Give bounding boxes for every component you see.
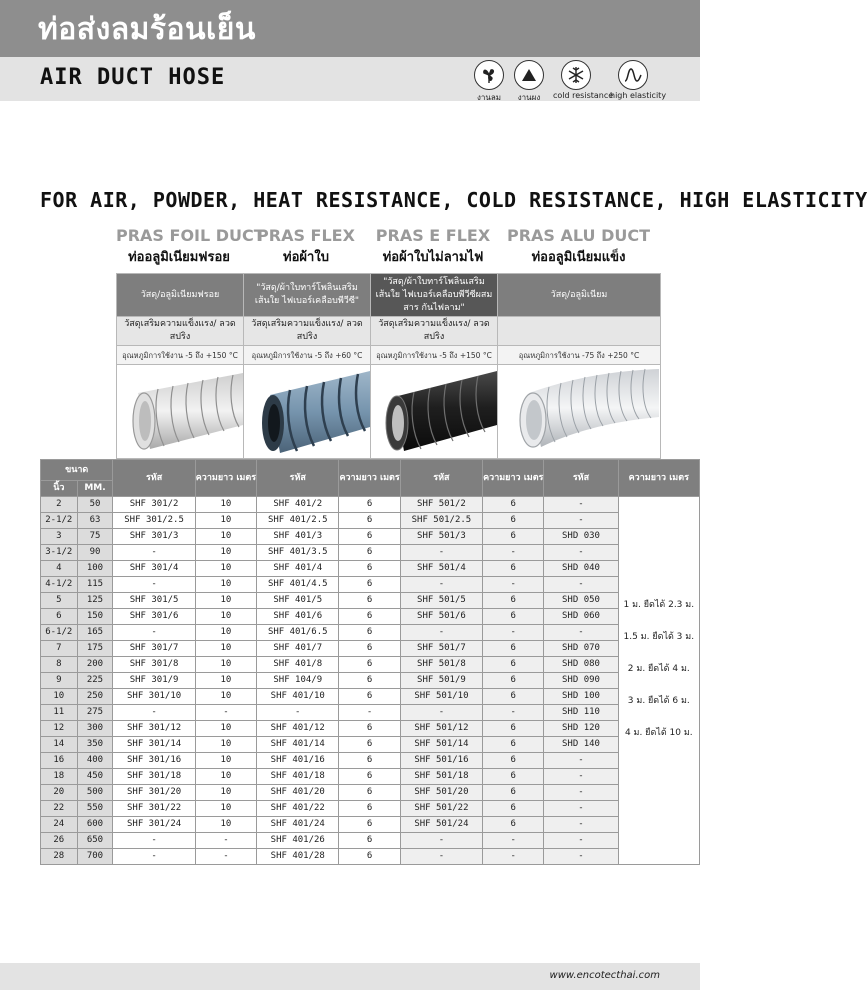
table-row bbox=[41, 769, 700, 785]
footer bbox=[0, 963, 700, 990]
feature-label: high elasticity bbox=[610, 91, 667, 100]
code-cell: SHF 301/7 bbox=[113, 641, 195, 657]
code-cell: SHF 301/18 bbox=[113, 769, 195, 785]
length-cell: - bbox=[339, 705, 400, 721]
temperature-cell: อุณหภูมิการใช้งาน -5 ถึง +60 °C bbox=[244, 346, 371, 365]
length-cell: 6 bbox=[483, 673, 544, 689]
length-cell: 6 bbox=[483, 497, 544, 513]
length-cell: 10 bbox=[195, 801, 256, 817]
length-cell: - bbox=[483, 577, 544, 593]
size-cell: 450 bbox=[77, 769, 113, 785]
table-row bbox=[41, 577, 700, 593]
code-cell: - bbox=[257, 705, 339, 721]
code-cell: SHF 301/9 bbox=[113, 673, 195, 689]
code-cell: SHF 501/8 bbox=[400, 657, 482, 673]
code-cell: SHF 501/4 bbox=[400, 561, 482, 577]
product-heading-eflex bbox=[370, 226, 496, 267]
size-cell: 24 bbox=[41, 817, 78, 833]
length-cell: 6 bbox=[339, 657, 400, 673]
size-cell: 700 bbox=[77, 849, 113, 865]
spec-table bbox=[116, 273, 661, 459]
length-cell: 6 bbox=[339, 753, 400, 769]
table-row bbox=[41, 689, 700, 705]
size-cell: 4 bbox=[41, 561, 78, 577]
code-cell: SHF 301/4 bbox=[113, 561, 195, 577]
alu-length-option: 4 ม. ยืดได้ 10 ม. bbox=[624, 728, 693, 738]
code-cell: SHF 301/10 bbox=[113, 689, 195, 705]
size-cell: 125 bbox=[77, 593, 113, 609]
thai-title: ท่อส่งลมร้อนเย็น bbox=[38, 12, 256, 47]
website: www.encotecthai.com bbox=[549, 970, 660, 981]
code-cell: SHF 401/26 bbox=[257, 833, 339, 849]
english-title: AIR DUCT HOSE bbox=[40, 65, 226, 90]
size-header: ขนาด bbox=[41, 460, 113, 481]
code-cell: SHF 501/12 bbox=[400, 721, 482, 737]
alu-length-option: 1 ม. ยืดได้ 2.3 ม. bbox=[623, 600, 695, 610]
size-cell: 10 bbox=[41, 689, 78, 705]
code-cell: SHF 401/28 bbox=[257, 849, 339, 865]
powder-icon bbox=[514, 60, 544, 90]
code-cell: SHF 104/9 bbox=[257, 673, 339, 689]
length-cell: 10 bbox=[195, 689, 256, 705]
code-cell: SHF 301/20 bbox=[113, 785, 195, 801]
code-cell: SHF 401/8 bbox=[257, 657, 339, 673]
length-cell: 6 bbox=[339, 609, 400, 625]
inch-header: นิ้ว bbox=[41, 481, 78, 497]
temperature-cell: อุณหภูมิการใช้งาน -5 ถึง +150 °C bbox=[371, 346, 498, 365]
code-cell: SHF 301/2.5 bbox=[113, 513, 195, 529]
length-cell: 6 bbox=[483, 513, 544, 529]
product-heading-foil bbox=[116, 226, 265, 267]
alu-length-option: 2 ม. ยืดได้ 4 ม. bbox=[627, 664, 690, 674]
code-cell: SHF 401/4.5 bbox=[257, 577, 339, 593]
code-cell: SHF 301/14 bbox=[113, 737, 195, 753]
code-cell: SHF 401/12 bbox=[257, 721, 339, 737]
size-cell: 275 bbox=[77, 705, 113, 721]
length-cell: 6 bbox=[483, 753, 544, 769]
temperature-cell: อุณหภูมิการใช้งาน -5 ถึง +150 °C bbox=[117, 346, 244, 365]
code-cell: SHF 501/7 bbox=[400, 641, 482, 657]
size-cell: 50 bbox=[77, 497, 113, 513]
material-cell: วัสดุ/อลูมิเนียม bbox=[498, 274, 661, 317]
code-cell: SHF 401/10 bbox=[257, 689, 339, 705]
size-cell: 63 bbox=[77, 513, 113, 529]
size-cell: 600 bbox=[77, 817, 113, 833]
size-cell: 14 bbox=[41, 737, 78, 753]
code-cell: SHF 401/2.5 bbox=[257, 513, 339, 529]
code-cell: - bbox=[544, 753, 618, 769]
size-cell: 16 bbox=[41, 753, 78, 769]
size-cell: 165 bbox=[77, 625, 113, 641]
length-cell: 10 bbox=[195, 785, 256, 801]
size-cell: 11 bbox=[41, 705, 78, 721]
length-cell: 6 bbox=[339, 497, 400, 513]
length-cell: 10 bbox=[195, 641, 256, 657]
length-cell: 10 bbox=[195, 497, 256, 513]
feature-label: งานลม bbox=[476, 93, 502, 102]
length-cell: 10 bbox=[195, 673, 256, 689]
length-cell: 6 bbox=[339, 817, 400, 833]
size-cell: 75 bbox=[77, 529, 113, 545]
length-cell: 10 bbox=[195, 769, 256, 785]
feature-cold bbox=[553, 60, 614, 100]
material-cell: วัสดุ/อลูมิเนียมฟรอย bbox=[117, 274, 244, 317]
code-cell: SHF 301/2 bbox=[113, 497, 195, 513]
size-cell: 90 bbox=[77, 545, 113, 561]
code-cell: SHF 501/3 bbox=[400, 529, 482, 545]
length-cell: - bbox=[195, 833, 256, 849]
eflex-duct-image bbox=[371, 365, 498, 459]
code-header: รหัส bbox=[544, 460, 618, 497]
size-cell: 150 bbox=[77, 609, 113, 625]
code-cell: - bbox=[544, 785, 618, 801]
reinforcement-cell bbox=[498, 317, 661, 346]
table-row bbox=[41, 513, 700, 529]
table-row bbox=[41, 497, 700, 513]
code-cell: - bbox=[113, 849, 195, 865]
product-name: PRAS FOIL DUCT bbox=[116, 226, 265, 245]
length-cell: 6 bbox=[483, 641, 544, 657]
code-cell: SHF 301/5 bbox=[113, 593, 195, 609]
code-cell: SHF 301/3 bbox=[113, 529, 195, 545]
product-heading-alu bbox=[497, 226, 660, 267]
reinforcement-cell: วัสดุเสริมความแข็งแรง/ ลวดสปริง bbox=[117, 317, 244, 346]
length-cell: - bbox=[483, 705, 544, 721]
table-row bbox=[41, 609, 700, 625]
product-name: PRAS E FLEX bbox=[375, 226, 491, 245]
code-cell: SHD 110 bbox=[544, 705, 618, 721]
code-cell: SHF 501/18 bbox=[400, 769, 482, 785]
code-cell: SHF 501/14 bbox=[400, 737, 482, 753]
code-cell: SHF 501/6 bbox=[400, 609, 482, 625]
product-thai-name: ท่อผ้าใบไม่ลามไฟ bbox=[382, 250, 484, 265]
code-cell: SHF 501/22 bbox=[400, 801, 482, 817]
code-cell: - bbox=[113, 545, 195, 561]
code-cell: - bbox=[544, 497, 618, 513]
size-cell: 250 bbox=[77, 689, 113, 705]
table-row bbox=[41, 705, 700, 721]
code-cell: SHD 060 bbox=[544, 609, 618, 625]
size-cell: 9 bbox=[41, 673, 78, 689]
material-cell: "วัสดุ/ผ้าใบทาร์โพลินเสริมเส้นใย ไฟเบอร์เคลือบพีวีซีผสมสาร กันไฟลาม" bbox=[371, 274, 498, 317]
table-row bbox=[41, 721, 700, 737]
length-cell: 6 bbox=[339, 513, 400, 529]
size-cell: 28 bbox=[41, 849, 78, 865]
length-cell: 10 bbox=[195, 529, 256, 545]
code-cell: SHF 301/24 bbox=[113, 817, 195, 833]
reinforcement-cell: วัสดุเสริมความแข็งแรง/ ลวดสปริง bbox=[371, 317, 498, 346]
code-cell: - bbox=[400, 849, 482, 865]
code-cell: SHD 100 bbox=[544, 689, 618, 705]
length-cell: 6 bbox=[339, 593, 400, 609]
product-heading-flex bbox=[243, 226, 369, 267]
size-cell: 400 bbox=[77, 753, 113, 769]
table-row bbox=[41, 641, 700, 657]
code-cell: SHF 401/14 bbox=[257, 737, 339, 753]
size-cell: 7 bbox=[41, 641, 78, 657]
length-cell: 6 bbox=[339, 545, 400, 561]
size-cell: 350 bbox=[77, 737, 113, 753]
code-cell: SHF 401/6 bbox=[257, 609, 339, 625]
size-cell: 200 bbox=[77, 657, 113, 673]
size-cell: 18 bbox=[41, 769, 78, 785]
code-cell: SHD 090 bbox=[544, 673, 618, 689]
size-cell: 6-1/2 bbox=[41, 625, 78, 641]
length-cell: 6 bbox=[339, 737, 400, 753]
length-cell: 10 bbox=[195, 593, 256, 609]
size-cell: 100 bbox=[77, 561, 113, 577]
code-header: รหัส bbox=[113, 460, 195, 497]
table-row bbox=[41, 817, 700, 833]
code-cell: SHD 050 bbox=[544, 593, 618, 609]
size-cell: 2-1/2 bbox=[41, 513, 78, 529]
size-cell: 22 bbox=[41, 801, 78, 817]
code-cell: SHF 501/9 bbox=[400, 673, 482, 689]
length-cell: 6 bbox=[483, 737, 544, 753]
size-cell: 8 bbox=[41, 657, 78, 673]
size-cell: 225 bbox=[77, 673, 113, 689]
code-cell: - bbox=[113, 577, 195, 593]
product-name: PRAS ALU DUCT bbox=[506, 226, 651, 245]
foil-duct-image bbox=[117, 365, 244, 459]
length-cell: 6 bbox=[339, 833, 400, 849]
table-row bbox=[41, 593, 700, 609]
code-cell: - bbox=[544, 625, 618, 641]
length-header: ความยาว เมตร bbox=[339, 460, 400, 497]
length-cell: 6 bbox=[339, 577, 400, 593]
code-cell: SHD 030 bbox=[544, 529, 618, 545]
length-cell: 10 bbox=[195, 753, 256, 769]
code-cell: - bbox=[400, 833, 482, 849]
code-cell: - bbox=[400, 545, 482, 561]
table-row bbox=[41, 657, 700, 673]
length-cell: 6 bbox=[483, 769, 544, 785]
size-table bbox=[40, 459, 700, 865]
table-row bbox=[41, 737, 700, 753]
length-cell: 6 bbox=[483, 657, 544, 673]
code-cell: SHF 301/16 bbox=[113, 753, 195, 769]
code-cell: - bbox=[544, 849, 618, 865]
length-cell: 6 bbox=[483, 689, 544, 705]
size-cell: 4-1/2 bbox=[41, 577, 78, 593]
code-cell: - bbox=[113, 625, 195, 641]
length-cell: 10 bbox=[195, 737, 256, 753]
code-cell: SHF 301/12 bbox=[113, 721, 195, 737]
size-cell: 26 bbox=[41, 833, 78, 849]
snowflake-icon bbox=[561, 60, 591, 90]
code-cell: SHF 401/18 bbox=[257, 769, 339, 785]
product-name: PRAS FLEX bbox=[257, 226, 355, 245]
code-cell: SHF 301/8 bbox=[113, 657, 195, 673]
code-cell: SHF 501/20 bbox=[400, 785, 482, 801]
length-cell: 10 bbox=[195, 625, 256, 641]
size-cell: 5 bbox=[41, 593, 78, 609]
flex-duct-image bbox=[244, 365, 371, 459]
length-header: ความยาว เมตร bbox=[195, 460, 256, 497]
product-thai-name: ท่ออลูมิเนียมฟรอย bbox=[128, 250, 230, 265]
code-cell: - bbox=[400, 625, 482, 641]
code-cell: SHF 401/4 bbox=[257, 561, 339, 577]
size-cell: 115 bbox=[77, 577, 113, 593]
code-cell: - bbox=[544, 545, 618, 561]
length-cell: - bbox=[195, 849, 256, 865]
code-cell: - bbox=[544, 833, 618, 849]
length-cell: 6 bbox=[483, 529, 544, 545]
feature-powder bbox=[506, 60, 552, 104]
code-cell: SHF 301/6 bbox=[113, 609, 195, 625]
code-cell: SHF 501/24 bbox=[400, 817, 482, 833]
size-cell: 550 bbox=[77, 801, 113, 817]
length-cell: 6 bbox=[339, 529, 400, 545]
length-cell: 6 bbox=[339, 721, 400, 737]
table-row bbox=[41, 785, 700, 801]
length-cell: 10 bbox=[195, 577, 256, 593]
table-row bbox=[41, 561, 700, 577]
size-cell: 650 bbox=[77, 833, 113, 849]
length-cell: 6 bbox=[339, 673, 400, 689]
length-cell: 10 bbox=[195, 657, 256, 673]
table-row bbox=[41, 833, 700, 849]
spring-icon bbox=[618, 60, 648, 90]
tagline: FOR AIR, POWDER, HEAT RESISTANCE, COLD RESISTANCE, HIGH ELASTICITY bbox=[40, 188, 868, 212]
size-cell: 175 bbox=[77, 641, 113, 657]
table-row bbox=[41, 545, 700, 561]
length-cell: 6 bbox=[483, 785, 544, 801]
code-cell: - bbox=[113, 705, 195, 721]
size-cell: 300 bbox=[77, 721, 113, 737]
code-cell: SHF 401/7 bbox=[257, 641, 339, 657]
feature-elastic bbox=[610, 60, 667, 100]
table-row bbox=[41, 625, 700, 641]
alu-length-cell bbox=[618, 497, 699, 865]
length-cell: 6 bbox=[339, 801, 400, 817]
feature-label: งานผง bbox=[517, 93, 541, 102]
code-cell: SHF 301/22 bbox=[113, 801, 195, 817]
length-cell: 6 bbox=[339, 625, 400, 641]
size-cell: 500 bbox=[77, 785, 113, 801]
size-cell: 6 bbox=[41, 609, 78, 625]
feature-label: cold resistance bbox=[553, 91, 614, 100]
length-cell: 10 bbox=[195, 609, 256, 625]
length-cell: 10 bbox=[195, 817, 256, 833]
code-cell: SHD 080 bbox=[544, 657, 618, 673]
mm-header: MM. bbox=[77, 481, 113, 497]
table-row bbox=[41, 529, 700, 545]
code-cell: SHF 401/5 bbox=[257, 593, 339, 609]
length-cell: 6 bbox=[483, 801, 544, 817]
code-cell: SHF 501/10 bbox=[400, 689, 482, 705]
length-cell: - bbox=[483, 849, 544, 865]
code-cell: SHF 501/2 bbox=[400, 497, 482, 513]
length-header: ความยาว เมตร bbox=[483, 460, 544, 497]
length-cell: 10 bbox=[195, 721, 256, 737]
table-row bbox=[41, 801, 700, 817]
size-cell: 20 bbox=[41, 785, 78, 801]
code-header: รหัส bbox=[400, 460, 482, 497]
length-cell: 6 bbox=[339, 849, 400, 865]
code-cell: - bbox=[113, 833, 195, 849]
length-cell: - bbox=[483, 833, 544, 849]
length-cell: 6 bbox=[339, 561, 400, 577]
code-cell: SHD 070 bbox=[544, 641, 618, 657]
code-cell: - bbox=[544, 817, 618, 833]
length-cell: 6 bbox=[483, 817, 544, 833]
code-cell: SHF 401/3.5 bbox=[257, 545, 339, 561]
code-cell: SHF 401/20 bbox=[257, 785, 339, 801]
code-cell: - bbox=[400, 577, 482, 593]
length-cell: 6 bbox=[339, 641, 400, 657]
length-cell: 10 bbox=[195, 513, 256, 529]
length-cell: 6 bbox=[483, 609, 544, 625]
title-band bbox=[0, 0, 700, 57]
length-cell: 10 bbox=[195, 545, 256, 561]
alu-length-option: 3 ม. ยืดได้ 6 ม. bbox=[627, 696, 690, 706]
size-cell: 3-1/2 bbox=[41, 545, 78, 561]
length-cell: 6 bbox=[483, 721, 544, 737]
length-cell: 6 bbox=[339, 769, 400, 785]
code-cell: - bbox=[544, 769, 618, 785]
code-cell: SHF 501/16 bbox=[400, 753, 482, 769]
code-cell: SHD 140 bbox=[544, 737, 618, 753]
alu-duct-image bbox=[498, 365, 661, 459]
length-cell: 10 bbox=[195, 561, 256, 577]
length-cell: - bbox=[483, 545, 544, 561]
length-cell: 6 bbox=[483, 593, 544, 609]
code-cell: SHD 040 bbox=[544, 561, 618, 577]
code-cell: SHF 501/2.5 bbox=[400, 513, 482, 529]
size-cell: 12 bbox=[41, 721, 78, 737]
code-cell: - bbox=[544, 801, 618, 817]
length-header: ความยาว เมตร bbox=[618, 460, 699, 497]
reinforcement-cell: วัสดุเสริมความแข็งแรง/ ลวดสปริง bbox=[244, 317, 371, 346]
product-thai-name: ท่ออลูมิเนียมแข็ง bbox=[531, 250, 626, 265]
code-cell: SHF 401/24 bbox=[257, 817, 339, 833]
length-cell: 6 bbox=[339, 785, 400, 801]
material-cell: "วัสดุ/ผ้าใบทาร์โพลินเสริมเส้นใย ไฟเบอร์เคลือบพีวีซี" bbox=[244, 274, 371, 317]
code-cell: SHF 401/16 bbox=[257, 753, 339, 769]
table-row bbox=[41, 849, 700, 865]
code-cell: SHD 120 bbox=[544, 721, 618, 737]
code-cell: SHF 501/5 bbox=[400, 593, 482, 609]
length-cell: 6 bbox=[483, 561, 544, 577]
product-thai-name: ท่อผ้าใบ bbox=[283, 250, 329, 265]
code-cell: SHF 401/6.5 bbox=[257, 625, 339, 641]
temperature-cell: อุณหภูมิการใช้งาน -75 ถึง +250 °C bbox=[498, 346, 661, 365]
code-cell: - bbox=[544, 577, 618, 593]
length-cell: - bbox=[483, 625, 544, 641]
size-cell: 2 bbox=[41, 497, 78, 513]
code-cell: SHF 401/22 bbox=[257, 801, 339, 817]
length-cell: - bbox=[195, 705, 256, 721]
table-row bbox=[41, 673, 700, 689]
fan-icon bbox=[474, 60, 504, 90]
code-cell: - bbox=[544, 513, 618, 529]
table-row bbox=[41, 753, 700, 769]
code-header: รหัส bbox=[257, 460, 339, 497]
length-cell: 6 bbox=[339, 689, 400, 705]
alu-length-option: 1.5 ม. ยืดได้ 3 ม. bbox=[623, 632, 695, 642]
code-cell: SHF 401/2 bbox=[257, 497, 339, 513]
code-cell: SHF 401/3 bbox=[257, 529, 339, 545]
size-cell: 3 bbox=[41, 529, 78, 545]
code-cell: - bbox=[400, 705, 482, 721]
